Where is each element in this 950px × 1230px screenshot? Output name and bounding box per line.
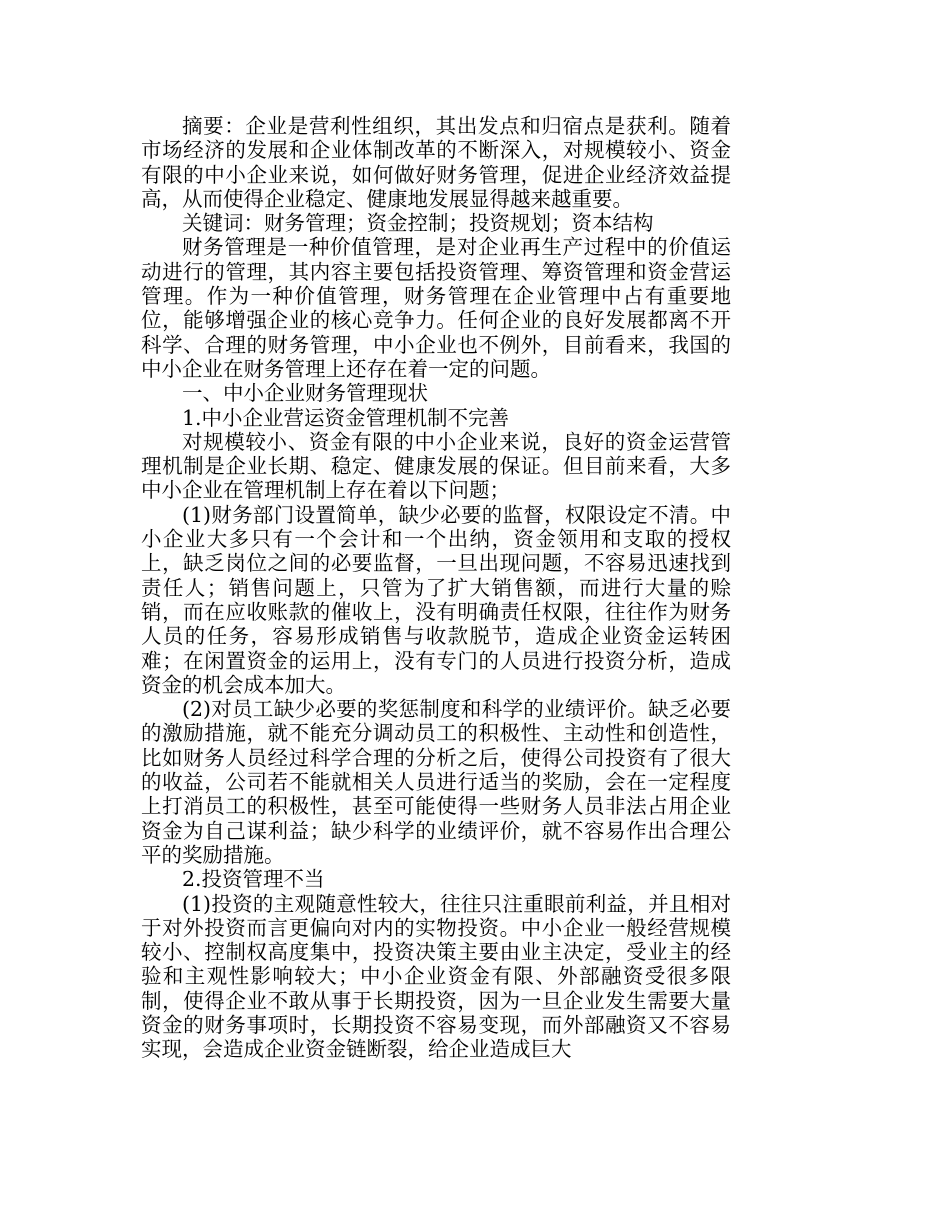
subsection-heading: 1.中小企业营运资金管理机制不完善 bbox=[182, 405, 510, 430]
document-page bbox=[141, 114, 731, 1062]
subsection-heading: 2.投资管理不当 bbox=[182, 867, 325, 892]
intro-paragraph: 财务管理是一种价值管理，是对企业再生产过程中的价值运动进行的管理，其内容主要包括投资管理、筹资管理和资金营运管理。作为一种价值管理，财务管理在企业管理中占有重要地位，能够增强企业的核心竞争力。任何企业的良好发展都离不开科学、合理的财务管理，中小企业也不例外，目前看来，我国的中小企业在财务管理上还存在着一定的问题。 bbox=[141, 235, 731, 381]
abstract-paragraph: 摘要：企业是营利性组织，其出发点和归宿点是获利。随着市场经济的发展和企业体制改革的不断深入，对规模较小、资金有限的中小企业来说，如何做好财务管理，促进企业经济效益提高，从而使得企业稳定、健康地发展显得越来越重要。 bbox=[141, 114, 731, 211]
section-heading: 一、中小企业财务管理现状 bbox=[182, 381, 428, 406]
body-paragraph: 对规模较小、资金有限的中小企业来说，良好的资金运营管理机制是企业长期、稳定、健康发展的保证。但目前来看，大多中小企业在管理机制上存在着以下问题； bbox=[141, 429, 731, 503]
body-paragraph: (1)投资的主观随意性较大，往往只注重眼前利益，并且相对于对外投资而言更偏向对内的实物投资。中小企业一般经营规模较小、控制权高度集中，投资决策主要由业主决定，受业主的经验和主观性影响较大；中小企业资金有限、外部融资受很多限制，使得企业不敢从事于长期投资，因为一旦企业发生需要大量资金的财务事项时，长期投资不容易变现，而外部融资又不容易实现，会造成企业资金链断裂，给企业造成巨大 bbox=[141, 891, 731, 1062]
body-paragraph: (2)对员工缺少必要的奖惩制度和科学的业绩评价。缺乏必要的激励措施，就不能充分调动员工的积极性、主动性和创造性，比如财务人员经过科学合理的分析之后，使得公司投资有了很大的收益，公司若不能就相关人员进行适当的奖励，会在一定程度上打消员工的积极性，甚至可能使得一些财务人员非法占用企业资金为自己谋利益；缺少科学的业绩评价，就不容易作出合理公平的奖励措施。 bbox=[141, 697, 731, 867]
keywords-paragraph: 关键词：财务管理；资金控制；投资规划；资本结构 bbox=[182, 211, 654, 236]
body-paragraph: (1)财务部门设置简单，缺少必要的监督，权限设定不清。中小企业大多只有一个会计和一个出纳，资金领用和支取的授权上，缺乏岗位之间的必要监督，一旦出现问题，不容易迅速找到责任人；销售问题上，只管为了扩大销售额，而进行大量的赊销，而在应收账款的催收上，没有明确责任权限，往往作为财务人员的任务，容易形成销售与收款脱节，造成企业资金运转困难；在闲置资金的运用上，没有专门的人员进行投资分析，造成资金的机会成本加大。 bbox=[141, 502, 731, 697]
